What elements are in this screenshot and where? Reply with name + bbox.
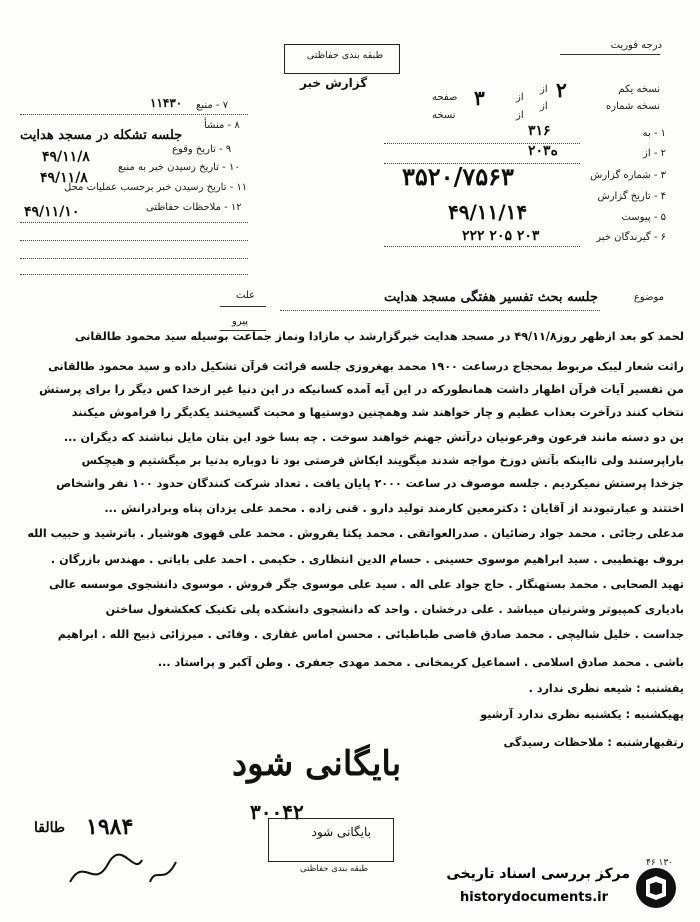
body-line: من تفسیر آیات قرآن اظهار داشت همانطورکه در این آیه آمده کسانیکه در این دنیا غیر ازخدا کس دیگر را برای پرستش (39, 383, 684, 396)
body-line: جداست . خلیل شالیچی . محمد صادق قاضی طباطبائی . محسن اماس غفاری . وفائی . میرزائی ذبیح الله . ابراهیم (57, 628, 684, 641)
body-line: بادیاری کمپیوتر وشرنیان میباشد . علی درخشان . واحد که دانشجوی دانشکده پلی تکنیک کعکشغول ساختن (105, 603, 684, 616)
watermark-title: مرکز بررسی اسناد تاریخی (446, 866, 630, 882)
left-field-12-label: ۱۲ - ملاحظات حفاظتی (146, 202, 242, 213)
left-field-8-label: ۸ - منشأ (204, 120, 240, 131)
left-field-12-value: ۴۹/۱۱/۱۰ (24, 204, 80, 220)
body-line: بروف بهتطیبی . سید ابراهیم موسوی حسینی . حسام الدین انتظاری . حکیمی . احمد علی باباتی . مهندس بازرگان . (50, 553, 684, 566)
left-field-11-label: ۱۱ - تاریخ رسیدن خبر برحسب عملیات محل (64, 182, 248, 193)
right-field-2-value: ۲۰ه۳ (528, 143, 558, 159)
body-line: ین دو دسته مانند فرعون وفرعونیان درآتش جهنم خواهند سوخت . چه بسا خود این بتان مایل نباشند که دیگران ... (63, 431, 684, 444)
left-field-7-label: ۷ - منبع (196, 100, 229, 111)
copy-az-4: از (516, 110, 524, 121)
hand-number-left: ۱۹۸۴ (86, 814, 134, 840)
body-line: اختتند و عبارتبودند از آقایان : دکترمعین کارمند تولید دارو . قنی زاده . محمد علی یزدان پناه وبرادرانش ... (104, 502, 684, 515)
body-line: لحمد کو بعد ازظهر روز۴۹/۱۱/۸ در مسجد هدایت خبرگزارشد پ مازادا ونماز جماعت بوسیله سید محمود طالقانی (74, 330, 684, 343)
copy-no2-label: نسخه شماره (606, 101, 660, 112)
watermark-logo-icon (634, 866, 678, 910)
right-field-2-label: ۲ - از (643, 148, 666, 159)
body-line: رتقبهارشنبه : ملاحظات رسیدگی (503, 736, 684, 749)
hand-fig-1: ۲ (556, 78, 567, 102)
left-field-9-value: ۴۹/۱۱/۸ (42, 149, 90, 165)
hand-word-left: طالقا (34, 820, 66, 836)
watermark (446, 864, 690, 918)
left-field-7-value: ۱۱۴۳۰ (150, 96, 183, 110)
subject-value: جلسه بحث تفسیر هفتگی مسجد هدایت (383, 290, 598, 305)
left-field-9-label: ۹ - تاریخ وقوع (172, 144, 232, 155)
archive-box-text: بایگانی شود (311, 825, 371, 839)
body-line: پهیکشنبه : یکشنبه نظری ندارد آرشیو (480, 708, 684, 721)
body-line: یفشنبه : شیعه نظری ندارد . (528, 682, 684, 695)
body-line: جزخدا پرستش نمیکردیم . جلسه موصوف در ساعت ۲۰۰۰ پایان یافت . تعداد شرکت کنندگان حدود ۱۰۰ نفر واشخاص (56, 477, 684, 490)
signature-drawing (64, 846, 184, 896)
right-field-3-label: ۳ - شماره گزارش (590, 170, 666, 181)
body-line: مدعلی رجائی . محمد جواد رضائیان . صدرالعواتقی . محمد یکتا یفروش . محمد علی قهوی هوشیار . باترشید و حبیب الله (27, 527, 684, 540)
right-field-3-value: ۳۵۲۰/۷۵۶۳ (402, 162, 514, 191)
right-field-6-label: ۶ - گیرندگان خبر (596, 232, 666, 243)
body-line: باراپرستند ولی تااینکه بآتش دوزخ مواجه شدند میگویند ایکاش فرصتی بود تا دوباره بدنیا بر میگشتیم و هیچکس (81, 454, 684, 467)
tiny-numbers: ۴۶ ۱۳۰ (646, 858, 674, 868)
archive-box (268, 818, 394, 862)
priority-underline (560, 54, 660, 55)
body-line: راثت شعار لیبک مربوط بمحجاج درساعت ۱۹۰۰ محمد بهغروزی جلسه قرائت قرآن تشکیل داده و سید محمود طالقانی (48, 360, 684, 373)
archive-stamp-big: بایگانی شود (232, 744, 402, 784)
right-field-1-value: ۳۱۶ (528, 123, 551, 139)
watermark-url: historydocuments.ir (460, 890, 609, 905)
copy-az-2: از (540, 101, 548, 112)
copy-copy-label: نسخه (432, 110, 456, 121)
right-field-4-value: ۴۹/۱۱/۱۴ (448, 200, 528, 224)
copy-page-label: صفحه (432, 92, 458, 103)
left-field-8-value: جلسه تشکله در مسجد هدایت (20, 128, 183, 143)
archive-number: ۳۰۰۴۲ (250, 800, 304, 824)
peyro-label: پیرو (232, 316, 249, 327)
hand-fig-2: ۳ (474, 86, 485, 110)
copy-no-label: نسخه یکم (618, 84, 660, 95)
left-field-10-label: ۱۰ - تاریخ رسیدن خبر به منبع (118, 162, 240, 173)
ilat-label: علت (236, 290, 256, 301)
classification-box (284, 44, 400, 74)
right-field-4-label: ۴ - تاریخ گزارش (597, 191, 666, 202)
right-field-6-value: ۲۲۲ ۲۰۵ ۲۰۳ (462, 228, 540, 244)
right-field-1-label: ۱ - به (642, 128, 666, 139)
copy-az-1: از (540, 84, 548, 95)
subject-label: موضوع (633, 292, 664, 303)
right-field-5-label: ۵ - پیوست (621, 212, 666, 223)
left-field-10-value: ۴۹/۱۱/۸ (40, 170, 88, 186)
classification-label: طبقه بندی حفاظتی (306, 50, 383, 61)
body-line: باشی . محمد صادق اسلامی . اسماعیل کریمخانی . محمد مهدی جعفری . وطن آکبر و پراستاد ... (157, 656, 684, 669)
body-line: نتخاب کنند درآخرت بعذاب عظیم و چار خواهند شد وهمچنین دوستیها و محبت گسیختند یکدیگر را فراموش میکنند (71, 406, 684, 419)
priority-label: درجه فوریت (610, 40, 662, 51)
class-small: طبقه بندی حفاظتی (300, 864, 369, 874)
doc-type: گزارش خبر (300, 76, 368, 90)
body-line: تهید الصحابی . محمد بستهنگار . حاج جواد علی اله . سید علی موسوی جگر فروش . موسوی دانشجوی موسسه عالی (48, 578, 684, 591)
copy-az-3: از (516, 92, 524, 103)
